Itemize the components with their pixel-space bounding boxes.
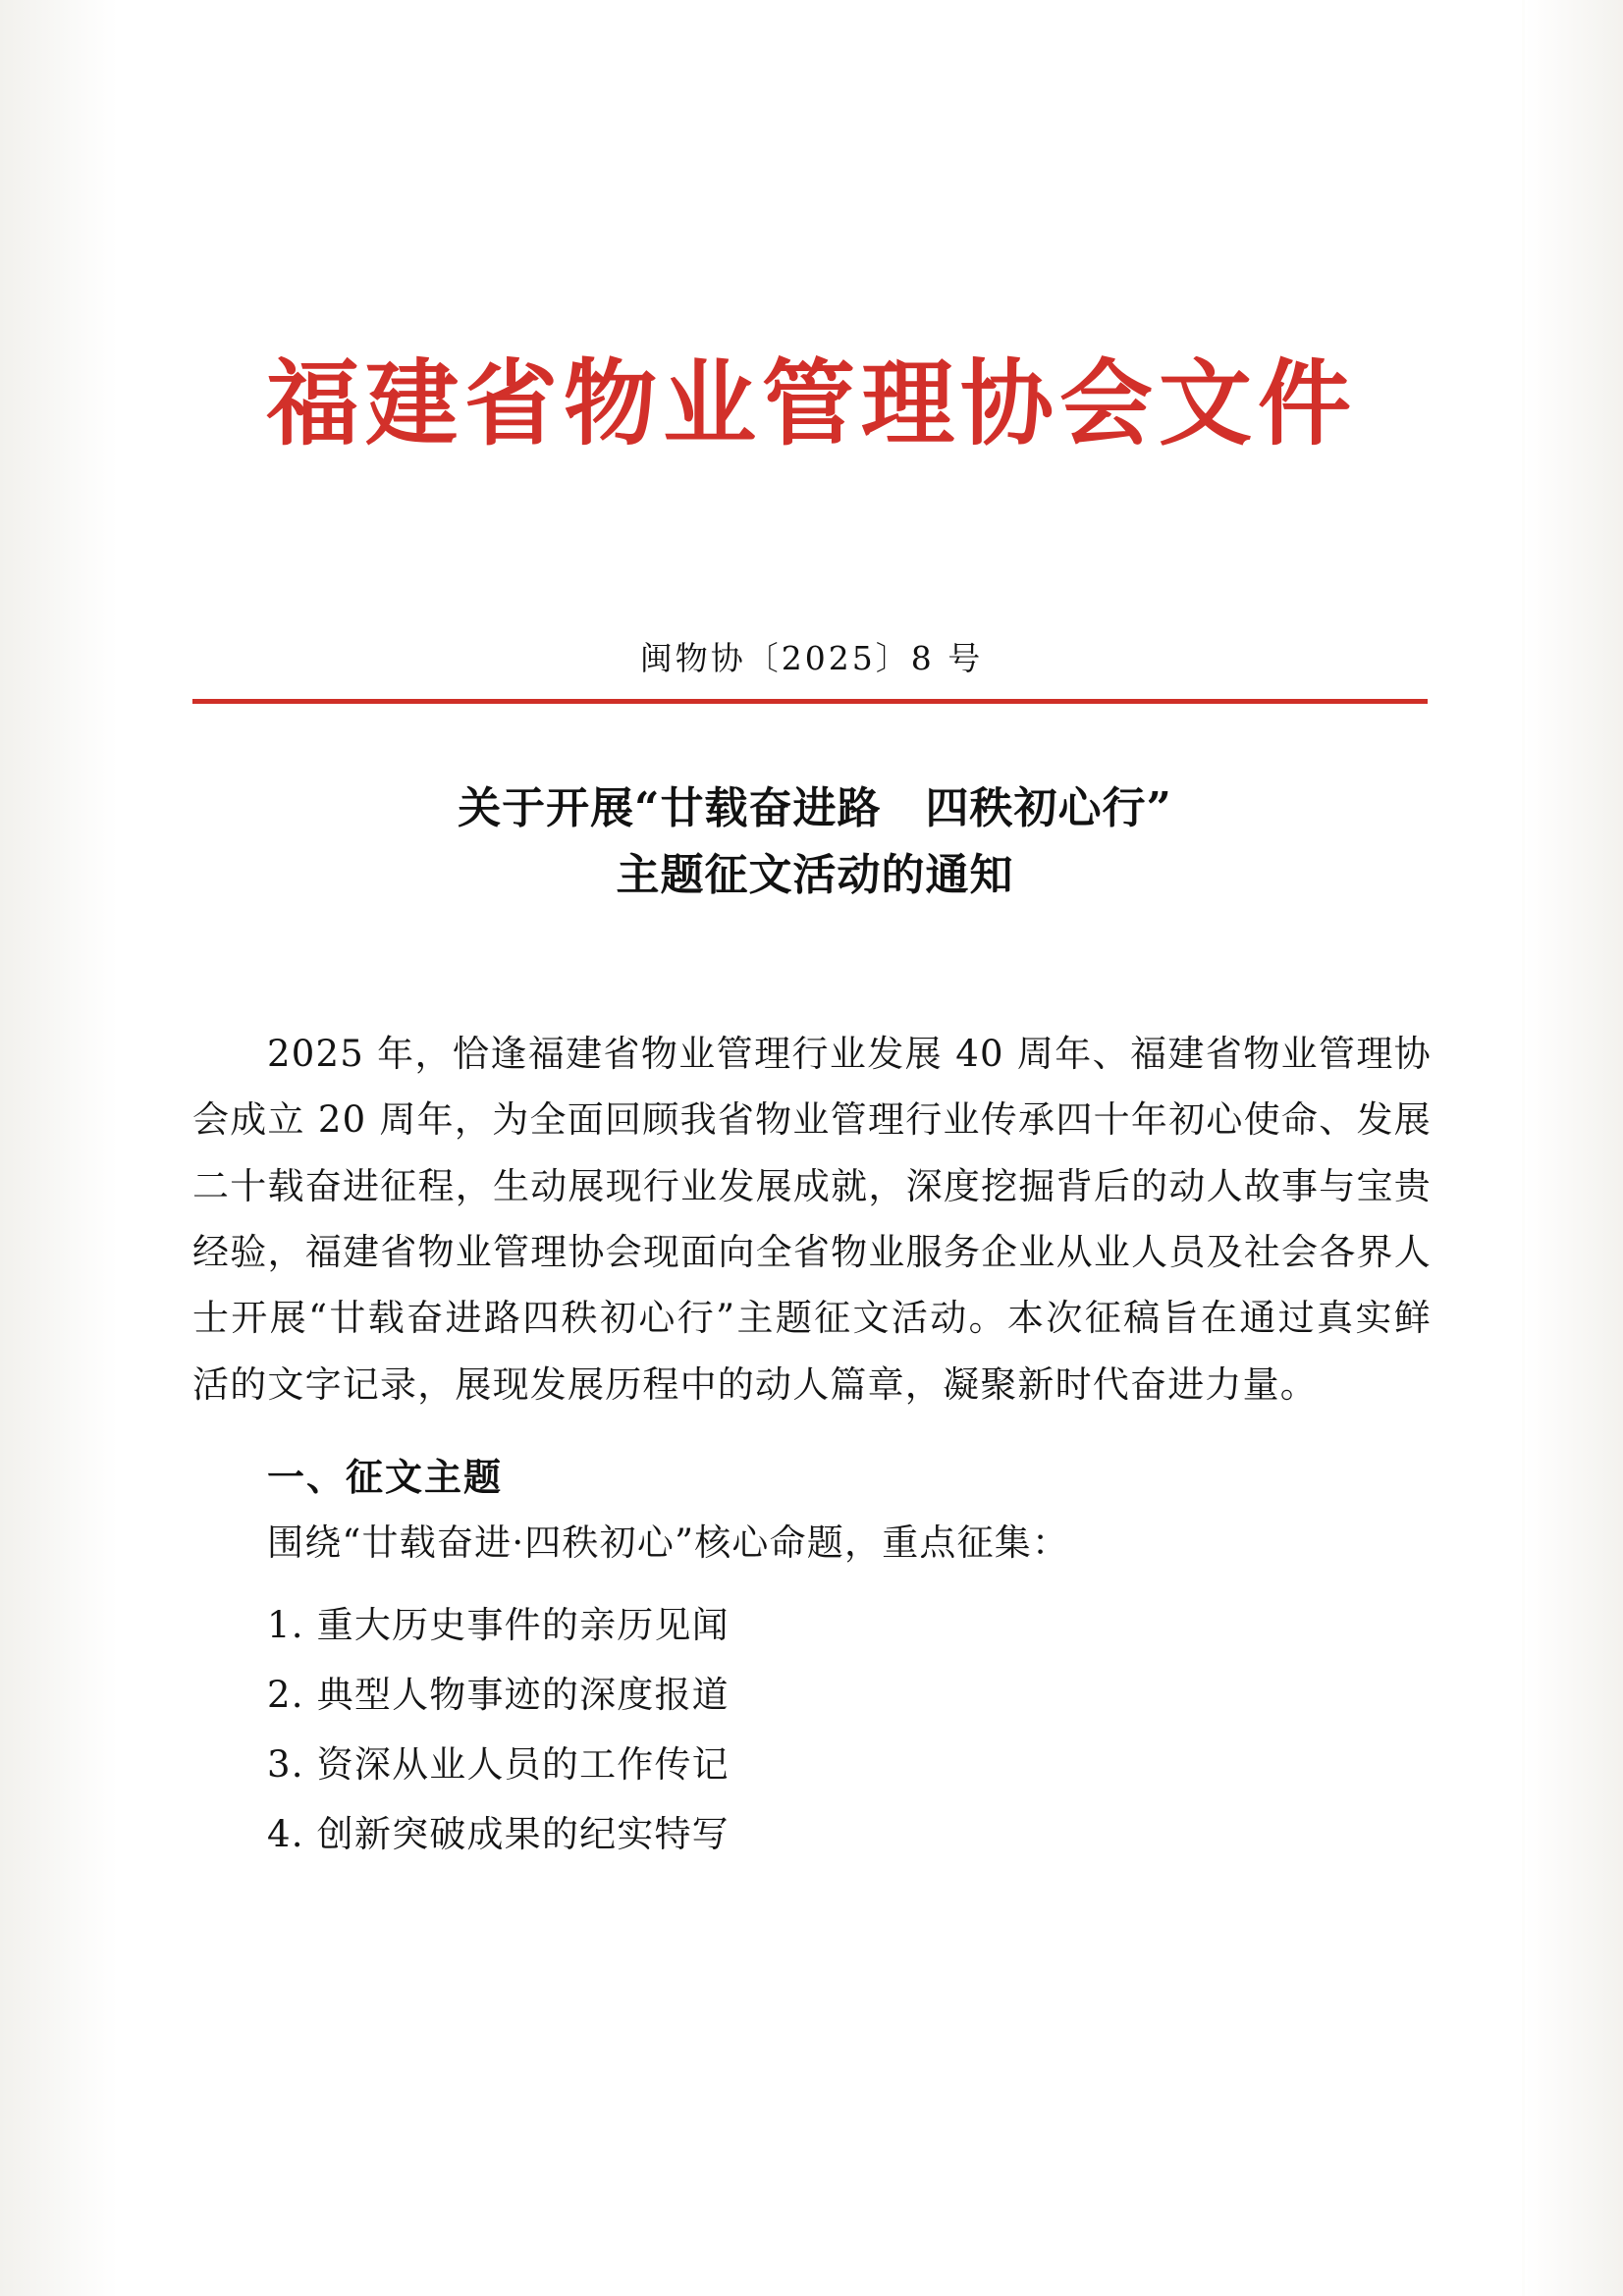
document-header-title: 福建省物业管理协会文件 xyxy=(265,349,1357,458)
document-body xyxy=(192,1021,1432,1869)
document-subject-title xyxy=(236,775,1394,909)
list-item: 4. 创新突破成果的纪实特写 xyxy=(267,1812,730,1855)
subject-title-line-2: 主题征文活动的通知 xyxy=(616,850,1014,901)
list-item: 1. 重大历史事件的亲历见闻 xyxy=(267,1603,730,1646)
red-separator-rule xyxy=(192,699,1428,704)
list-item: 3. 资深从业人员的工作传记 xyxy=(267,1742,730,1786)
section-heading-one: 一、征文主题 xyxy=(267,1454,504,1499)
section-one-lead-text: 围绕“廿载奋进·四秩初心”核心命题，重点征集： xyxy=(267,1521,1070,1564)
section-one-item-list xyxy=(192,1590,1432,1869)
page-right-edge-shadow xyxy=(1525,0,1623,2296)
document-number: 闽物协〔2025〕8 号 xyxy=(639,639,984,677)
page-left-edge-shadow xyxy=(0,0,118,2296)
list-item: 2. 典型人物事迹的深度报道 xyxy=(267,1673,730,1716)
subject-title-line-1: 关于开展“廿载奋进路 四秩初心行” xyxy=(458,783,1172,833)
intro-paragraph: 2025 年，恰逢福建省物业管理行业发展 40 周年、福建省物业管理协会成立 20 周年，为全面回顾我省物业管理行业传承四十年初心使命、发展二十载奋进征程，生动展现行业发展成就，深度挖掘背后的动人故事与宝贵经验，福建省物业管理协会现面向全省物业服务企业从业人员及社会各界人士开展“廿载奋进路四秩初心行”主题征文活动。本次征稿旨在通过真实鲜活的文字记录，展现发展历程中的动人篇章，凝聚新时代奋进力量。 xyxy=(192,1033,1432,1406)
